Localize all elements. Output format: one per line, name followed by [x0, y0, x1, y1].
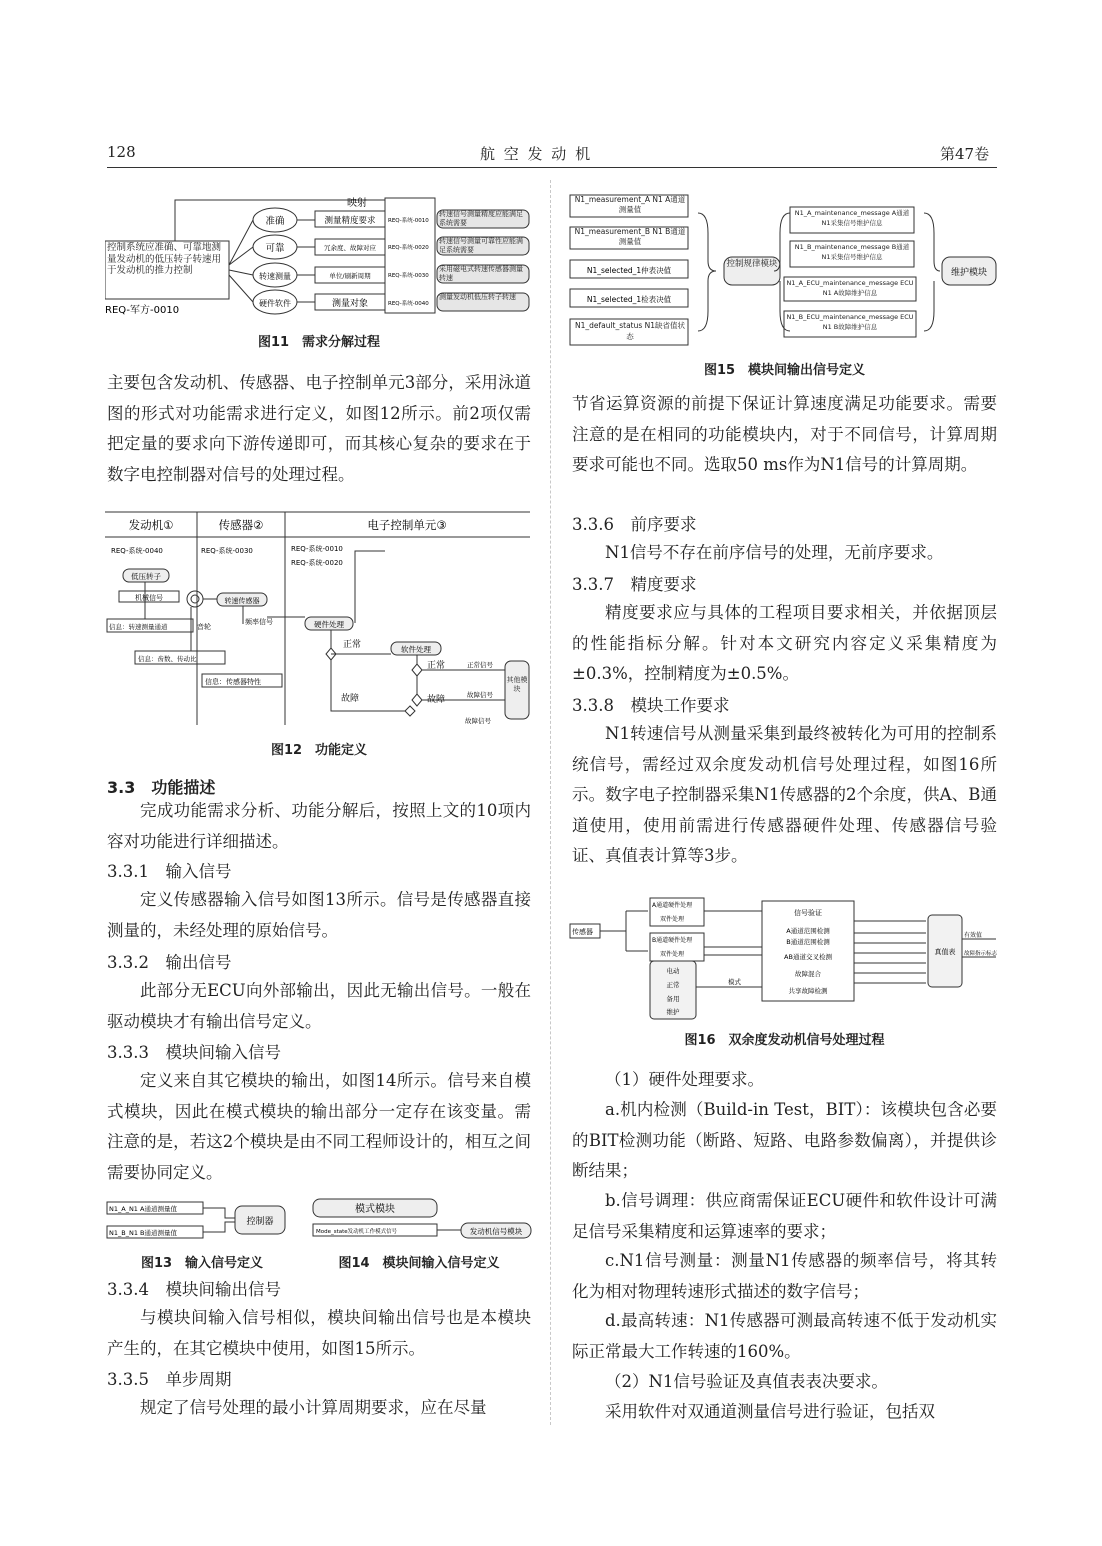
- column-divider: [550, 180, 551, 1425]
- right-para-7: b.信号调理：供应商需保证ECU硬件和软件设计可满足信号采集精度和运算速率的要求；: [572, 1191, 997, 1241]
- fig11-ellipse-text-3: 转速测量: [259, 272, 291, 281]
- header-rule: [107, 167, 997, 168]
- left-para-7: 规定了信号处理的最小计算周期要求，应在尽量: [140, 1398, 487, 1417]
- fig14-caption: 图14 模块间输入信号定义: [338, 1256, 500, 1271]
- figure-15: [568, 193, 998, 348]
- fig11-ellipse-text-2: 可靠: [265, 243, 285, 254]
- right-para-3: 精度要求应与具体的工程项目要求相关，并依据顶层的性能指标分解。针对本文研究内容定义采集精度为±0.3%，控制精度为±0.5%。: [572, 603, 997, 683]
- section-3-3: 3.3 功能描述: [107, 778, 216, 797]
- left-para-5: 定义来自其它模块的输出，如图14所示。信号来自模式模块，因此在模式模块的输出部分一定存在该变量。需注意的是，若这2个模块是由不同工程师设计的，相互之间需要协同定义。: [107, 1071, 531, 1182]
- fig16-center-6: 共享故障检测: [788, 987, 828, 995]
- fig13-input-2: N1_B_N1 B通道测量值: [109, 1229, 177, 1237]
- fig11-right-3: 采用磁电式转速传感器测量转速: [439, 265, 523, 282]
- fig15-left-5: N1_default_status N1缺省值状态: [574, 321, 686, 341]
- fig11-req-4: REQ-系统-0040: [388, 301, 429, 307]
- volume-label: 第47卷: [940, 145, 990, 163]
- fig16-center-5: 故障混合: [795, 970, 821, 978]
- fig16-status-3: 备用: [666, 995, 680, 1003]
- right-para-2: N1信号不存在前序信号的处理，无前序要求。: [605, 543, 944, 562]
- section-3-3-5: 3.3.5 单步周期: [107, 1370, 232, 1389]
- fig11-mid-1: 测量精度要求: [324, 216, 376, 226]
- fig12-node-4: 频率信号: [245, 618, 273, 626]
- left-para-1: 主要包含发动机、传感器、电子控制单元3部分，采用泳道图的形式对功能需求进行定义，如图12所示。前2项仅需把定量的要求向下游传递即可，而其核心复杂的要求在于数字电控制器对信号的处理过程。: [107, 373, 531, 484]
- fig11-left-text: 控制系统应准确、可靠地测量发动机的低压转子转速用于发动机的推力控制: [107, 242, 222, 276]
- fig12-label-1: 正常: [343, 640, 362, 650]
- fig15-mid-4: N1_B_ECU_maintenance_message ECU N1 B故障维护信息: [786, 313, 914, 331]
- fig14-signal: Mode_state发动机工作模式信号: [316, 1229, 398, 1235]
- fig12-node-5: 信息：转速测量通道: [109, 623, 168, 631]
- fig16-center-3: B通道范围检测: [786, 938, 830, 946]
- fig16-center-1: 信号验证: [794, 909, 822, 917]
- section-3-3-6: 3.3.6 前序要求: [572, 515, 697, 534]
- fig13-input-1: N1_A_N1 A通道测量值: [109, 1205, 177, 1213]
- section-3-3-2: 3.3.2 输出信号: [107, 953, 232, 972]
- fig15-right: 维护模块: [950, 268, 988, 278]
- fig11-ellipse-text-1: 准确: [265, 216, 285, 227]
- fig12-node-1: 低压转子: [131, 572, 161, 581]
- right-para-1: 节省运算资源的前提下保证计算速度满足功能要求。需要注意的是在相同的功能模块内，对于不同信号，计算周期要求可能也不同。选取50 ms作为N1信号的计算周期。: [572, 394, 997, 474]
- fig12-node-11: 正常信号: [467, 661, 493, 669]
- right-para-5: （1）硬件处理要求。: [605, 1070, 764, 1089]
- fig11-req-id: REQ-军方-0010: [105, 305, 180, 316]
- page-number: 128: [107, 143, 136, 161]
- fig12-lane-3: 电子控制单元③: [367, 518, 447, 532]
- fig16-center-4: AB通道交叉检测: [784, 953, 832, 961]
- fig16-hw-2: 双件处理: [660, 916, 685, 923]
- fig16-status-2: 正常: [666, 981, 680, 989]
- fig16-center-2: A通道范围检测: [786, 927, 830, 935]
- fig12-node-13: 其他模块: [506, 676, 528, 693]
- section-3-3-3: 3.3.3 模块间输入信号: [107, 1043, 281, 1062]
- fig11-right-1: 转速信号测量精度应能满足系统需要: [439, 210, 523, 227]
- fig15-left-3: N1_selected_1仲表决值: [586, 266, 672, 275]
- fig15-mid-3: N1_A_ECU_maintenance_message ECU N1 A故障维护信息: [786, 279, 914, 297]
- right-para-4: N1转速信号从测量采集到最终被转化为可用的控制系统信号，需经过双余度发动机信号处理过程，如图16所示。数字电子控制器采集N1传感器的2个余度，供A、B通道使用，使用前需进行传感器硬件处理、传感器信号验证、真值表计算等3步。: [572, 724, 997, 865]
- fig12-req-3: REQ-系统-0010: [291, 545, 343, 553]
- fig12-node-2: 机械信号: [135, 594, 163, 602]
- fig15-left-4: N1_selected_1检表决值: [586, 295, 672, 304]
- fig15-mid-1: N1_A_maintenance_message A通道N1采集信号维护信息: [794, 209, 910, 227]
- right-para-6: a.机内检测（Build-in Test，BIT）：该模块包含必要的BIT检测功能（断路、短路、电路参数偏离），并提供诊断结果；: [572, 1100, 997, 1180]
- section-3-3-7: 3.3.7 精度要求: [572, 575, 697, 594]
- fig11-req-3: REQ-系统-0030: [388, 273, 429, 279]
- right-para-9: d.最高转速：N1传感器可测最高转速不低于发动机实际正常最大工作转速的160%。: [572, 1311, 997, 1361]
- fig15-mid-2: N1_B_maintenance_message B通道N1采集信号维护信息: [794, 243, 910, 261]
- fig12-label-5: 故障信号: [465, 717, 491, 725]
- figure-13-14: [105, 1196, 533, 1244]
- fig13-target: 控制器: [246, 1217, 274, 1227]
- left-para-3: 定义传感器输入信号如图13所示。信号是传感器直接测量的，未经处理的原始信号。: [107, 890, 531, 940]
- fig16-status-1: 电动: [666, 967, 680, 975]
- fig11-mid-3: 单位/刷新周期: [329, 272, 371, 280]
- fig12-label-3: 正常: [427, 661, 446, 671]
- fig15-left-1: N1_measurement_A N1 A通道测量值: [574, 195, 686, 214]
- fig12-node-7: 信息：齿数、传动比: [138, 655, 197, 663]
- fig16-output-1: 有效值: [964, 932, 983, 939]
- fig12-label-4: 故障: [427, 695, 446, 705]
- figure-12: [105, 511, 531, 725]
- fig11-mid-4: 测量对象: [331, 299, 369, 309]
- fig12-lane-2: 传感器②: [218, 518, 264, 532]
- fig16-hw-1: A通道硬件处理: [652, 902, 693, 909]
- fig12-node-3: 转速传感器: [224, 597, 260, 605]
- fig16-hw-4: 双件处理: [660, 951, 685, 958]
- fig12-lane-1: 发动机①: [128, 518, 174, 532]
- section-3-3-4: 3.3.4 模块间输出信号: [107, 1280, 281, 1299]
- left-para-2: 完成功能需求分析、功能分解后，按照上文的10项内容对功能进行详细描述。: [107, 801, 531, 851]
- fig11-mid-2: 冗余度、故障对应: [324, 244, 376, 252]
- fig11-right-2: 转速信号测量可靠性应能满足系统需要: [439, 237, 523, 254]
- fig11-ellipse-text-4: 硬件软件: [259, 299, 291, 308]
- right-para-11: 采用软件对双通道测量信号进行验证，包括双: [605, 1402, 935, 1421]
- right-para-10: （2）N1信号验证及真值表表决要求。: [605, 1372, 888, 1391]
- fig15-left-2: N1_measurement_B N1 B通道测量值: [574, 227, 686, 246]
- right-para-8: c.N1信号测量：测量N1传感器的频率信号，将其转化为相对物理转速形式描述的数字信号；: [572, 1251, 997, 1301]
- fig11-caption: 图11 需求分解过程: [257, 335, 381, 350]
- fig15-center: 控制规律模块: [726, 259, 778, 269]
- fig12-node-12: 故障信号: [467, 691, 493, 699]
- left-para-6: 与模块间输入信号相似，模块间输出信号也是本模块产生的，在其它模块中使用，如图15所示。: [107, 1308, 531, 1358]
- fig16-truth: 真值表: [934, 948, 956, 956]
- fig16-caption: 图16 双余度发动机信号处理过程: [684, 1033, 885, 1048]
- fig12-node-8: 信息：传感器特性: [205, 678, 261, 686]
- journal-title: 航 空 发 动 机: [480, 145, 593, 163]
- fig14-module: 模式模块: [355, 1204, 395, 1215]
- fig12-req-4: REQ-系统-0020: [291, 559, 343, 567]
- fig12-caption: 图12 功能定义: [270, 743, 368, 758]
- fig16-hw-3: B通道硬件处理: [652, 937, 693, 944]
- fig13-caption: 图13 输入信号定义: [140, 1256, 264, 1271]
- left-para-4: 此部分无ECU向外部输出，因此无输出信号。一般在驱动模块才有输出信号定义。: [107, 981, 531, 1031]
- fig11-req-1: REQ-系统-0010: [388, 218, 429, 224]
- fig12-label-2: 故障: [341, 694, 360, 704]
- fig12-node-6: 音轮: [197, 623, 211, 631]
- fig11-map-label: 映射: [347, 198, 367, 209]
- fig11-right-4: 测量发动机低压转子转速: [439, 293, 516, 301]
- section-3-3-1: 3.3.1 输入信号: [107, 862, 232, 881]
- fig11-req-2: REQ-系统-0020: [388, 245, 429, 251]
- fig15-caption: 图15 模块间输出信号定义: [703, 363, 866, 378]
- figure-11: [105, 195, 535, 319]
- fig16-output-2: 故障指示标志: [964, 951, 998, 957]
- fig12-req-2: REQ-系统-0030: [201, 547, 253, 555]
- fig12-node-10: 软件处理: [401, 645, 431, 654]
- fig16-status-4: 维护: [666, 1008, 680, 1016]
- figure-16: [568, 893, 998, 1023]
- fig12-req-1: REQ-系统-0040: [111, 547, 163, 555]
- fig12-node-9: 硬件处理: [314, 620, 344, 629]
- fig14-target: 发动机信号模块: [469, 1227, 523, 1236]
- fig16-mode: 模式: [728, 978, 741, 986]
- section-3-3-8: 3.3.8 模块工作要求: [572, 696, 730, 715]
- fig16-sensor: 传感器: [572, 928, 593, 936]
